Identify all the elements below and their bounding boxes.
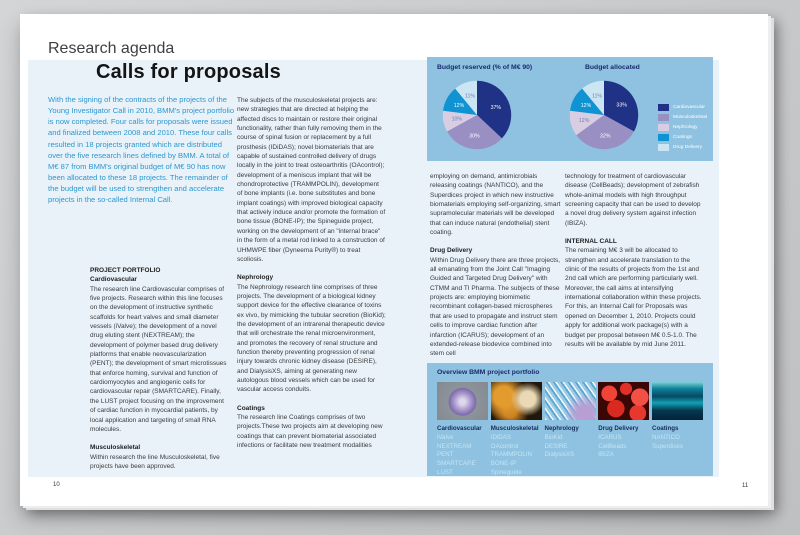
project-name: BONE-IP — [490, 460, 517, 468]
project-overview-panel — [427, 363, 713, 476]
fiber-network-image — [545, 382, 596, 420]
musculoskeletal-heading: Musculoskeletal — [90, 444, 141, 452]
intro-paragraph: With the signing of the contracts of the projects of the Young Investigator Call in 2010, BMM's project portfolio is now completed. Four calls for proposals were issued and finalized between 2008 and 2010. These four calls resulted in 18 projects granted which are distributed over the five research lines defined by BMM. A total of M€ 87 from BMM's original budget of M€ 90 has now been allocated to these 18 projects. The remainder of the budget will be used to strengthen and accelerate projects in the so-called Internal Call. — [48, 95, 235, 205]
column-internal-call — [565, 172, 704, 349]
pie-slice-value-label: 12% — [578, 118, 590, 125]
pie-slice-value-label: 10% — [451, 116, 463, 123]
cardiovascular-body: The research line Cardiovascular comprises of five projects. Research within this line focuses on the development of instructive synthetic scaffolds for heart valves and small diameter vessels (iValve); the development of a novel drug eluting stent (NEXTREAM); the development of polymer based drug delivery platforms that enable neovascularization (PENT); the development of smart microtissues that enforce homing, survival and function of cardiomyocytes and angiogenic cells for cardiovascular repair (SMARTCARE). Finally, the LUST project focusing on the improvement of cardiac function in myocardial patients, by local application and targeting of small RNA molecules. — [90, 285, 227, 433]
overview-category-label: Cardiovascular — [437, 425, 482, 432]
musculoskeletal-swatch-icon — [658, 114, 669, 121]
project-name: CellBeads — [598, 442, 627, 450]
column-musculoskeletal-nephrology — [237, 96, 386, 450]
project-name: ICARUS — [598, 434, 622, 441]
project-name: NANTICO — [652, 434, 680, 441]
legend-item-drug-delivery — [658, 144, 707, 151]
legend-label: Coatings — [673, 135, 692, 140]
coating-surface-image — [652, 382, 703, 420]
nephrology-body: The Nephrology research line comprises of three projects. The development of a biological kidney support device for the effective clearance of toxins ex vivo, by mimicking the tubular secretion (BioKid); the development of an intrarenal therapeutic device that will orchestrate the renal microenvironment, and promotes the recovery of renal structure and function thereby preventing progression of renal injury towards chronic kidney disease (DESIRE), and DialysisXS, aiming at generating new autologous blood vessels which can be used for vascular access conduits. — [237, 283, 386, 394]
budget-allocated-pie-chart — [566, 77, 642, 153]
project-name: OAcontrol — [490, 442, 519, 450]
legend-item-coatings — [658, 134, 707, 141]
legend-item-nephrology — [658, 124, 707, 131]
page-title: Calls for proposals — [96, 61, 281, 83]
legend-item-cardiovascular — [658, 104, 707, 111]
overview-category-label: Coatings — [652, 425, 679, 432]
left-page-number: 10 — [53, 482, 60, 488]
musculoskeletal-body: Within research the line Musculoskeletal, five projects have been approved. — [90, 453, 220, 470]
overview-column-cardiovascular — [437, 382, 488, 478]
column-coatings-drugdelivery — [430, 172, 563, 359]
project-name: DialysisXS — [544, 451, 575, 459]
pie-slice-value-label: 11% — [592, 93, 603, 100]
budget-charts-panel — [427, 57, 713, 161]
budget-allocated-chart-title: Budget allocated — [585, 64, 640, 71]
budget-reserved-chart-title: Budget reserved (% of M€ 90) — [437, 64, 533, 71]
project-name: IDiDAS — [490, 434, 512, 441]
cardiovascular-swatch-icon — [658, 104, 669, 111]
legend-label: Drug Delivery — [673, 145, 703, 150]
overview-grid — [437, 382, 703, 478]
project-name: Superdices — [652, 442, 683, 450]
project-name: BioKid — [544, 434, 563, 441]
pie-slice-value-label: 11% — [465, 93, 476, 100]
musculoskeletal-subjects-paragraph: The subjects of the musculoskeletal projects are: new strategies that are directed at helping the affected discs to maintain or restore their original functionality, rather than fully removing them in the course of spinal fusion or replacement by a full prosthesis (IDiDAS); novel biomaterials that are capable of sustained controlled delivery of drugs locally in the joint to treat osteoarthritis (OAcontrol); development of a meniscus implant that will be chondroprotective (TRAMMPOLIN), development of bone implants (i.e. bone substitutes and bone implant coatings) with improved biological capacity that actively induce and/or promote the formation of bone tissue (BONE-IP); the Spineguide project, working on the development of an "internal brace" in the form of a metal rod linked to a construction of UHMWPE fiber (Dyneema Purity®) to treat scoliosis. — [237, 97, 386, 263]
pie-slice-value-label: 37% — [490, 104, 502, 111]
legend-label: Musculoskeletal — [673, 115, 708, 120]
red-blood-cells-image — [598, 382, 649, 420]
pie-slice-value-label: 12% — [453, 103, 465, 110]
project-name: LUST — [437, 468, 453, 476]
legend-label: Cardiovascular — [673, 105, 705, 110]
coatings-swatch-icon — [658, 134, 669, 141]
nephrology-heading: Nephrology — [237, 274, 274, 282]
right-page-number: 11 — [742, 483, 749, 489]
column-project-portfolio — [90, 266, 231, 471]
legend-label: Nephrology — [673, 125, 698, 130]
pie-slice-value-label: 33% — [616, 102, 627, 109]
pie-slice-value-label: 30% — [469, 133, 480, 140]
nephrology-swatch-icon — [658, 124, 669, 131]
internal-call-heading: INTERNAL CALL — [565, 238, 617, 246]
project-name: SMARTCARE — [437, 460, 476, 468]
section-kicker: Research agenda — [48, 40, 175, 57]
overview-category-label: Drug Delivery — [598, 425, 639, 432]
drug-delivery-body: Within Drug Delivery there are three projects, all emanating from the Joint Call "Imaging Guided and Targeted Drug Delivery" with CTMM and TI Pharma. The subjects of these projects are: employing biomimetic recombinant collagen-based microspheres that are used to propagate and instruct stem cells to improve cardiac function after infarction (ICARUS); development of an extended-release biodevice combined into stem cell — [430, 256, 561, 358]
project-portfolio-heading: PROJECT PORTFOLIO — [90, 267, 161, 274]
project-name: IBIZA — [598, 451, 614, 459]
legend-item-musculoskeletal — [658, 114, 707, 121]
coatings-continued-paragraph: employing on demand, antimicrobials releasing coatings (NANTICO), and the Superdices project in which new instructive biomaterials employing self-organizing, smart supramolecular materials will be developed that can induce natural (endothelial) stent coating. — [430, 173, 561, 237]
overview-column-coatings — [652, 382, 703, 478]
drug-delivery-continued-paragraph: technology for treatment of cardiovascular disease (CellBeads); development of zebrafish whole-animal models with high throughput screening capacity that can be used to develop a novel drug delivery system against infection (IBIZA). — [565, 173, 701, 227]
overview-title: Overview BMM project portfolio — [437, 369, 540, 376]
pie-slice-value-label: 32% — [600, 133, 611, 140]
coatings-body: The research line Coatings comprises of two projects.These two projects aim at developing new coatings that can prevent biomaterial associated infections or facilitate new treatment modalities — [237, 414, 383, 450]
project-name: NEXTREAM — [437, 442, 472, 450]
bone-implant-image — [491, 382, 542, 420]
project-name: iValve — [437, 434, 454, 441]
cardiovascular-heading: Cardiovascular — [90, 276, 137, 284]
chart-legend — [658, 104, 707, 154]
project-name: Spineguide — [490, 468, 522, 476]
project-name: TRAMMPOLIN — [490, 451, 533, 459]
internal-call-body: The remaining M€ 3 will be allocated to strengthen and accelerate translation to the clinic of the results of projects from the 1st and 2nd call which are performing particularly well. Moreover, the call aims at intensifying international collaboration within these projects. For this, an Internal Call for Proposals was opened on December 1, 2010. Projects could apply for additional work package(s) with a budget per proposal between M€ 0.5-1.0. The results will be available by mid June 2011. — [565, 247, 702, 348]
project-name: DESIRE — [544, 442, 568, 450]
overview-column-musculoskeletal — [491, 382, 542, 478]
budget-reserved-pie-chart — [439, 77, 515, 153]
overview-column-nephrology — [545, 382, 596, 478]
book-spread-page — [20, 14, 768, 506]
drug-delivery-heading: Drug Delivery — [430, 247, 473, 255]
overview-column-drug-delivery — [598, 382, 649, 478]
pie-slice-value-label: 12% — [580, 103, 592, 110]
heart-valve-image — [437, 382, 488, 420]
coatings-heading: Coatings — [237, 404, 265, 412]
project-name: PENT — [437, 451, 454, 459]
overview-category-label: Nephrology — [544, 425, 579, 432]
drug-delivery-swatch-icon — [658, 144, 669, 151]
overview-category-label: Musculoskeletal — [490, 425, 539, 432]
